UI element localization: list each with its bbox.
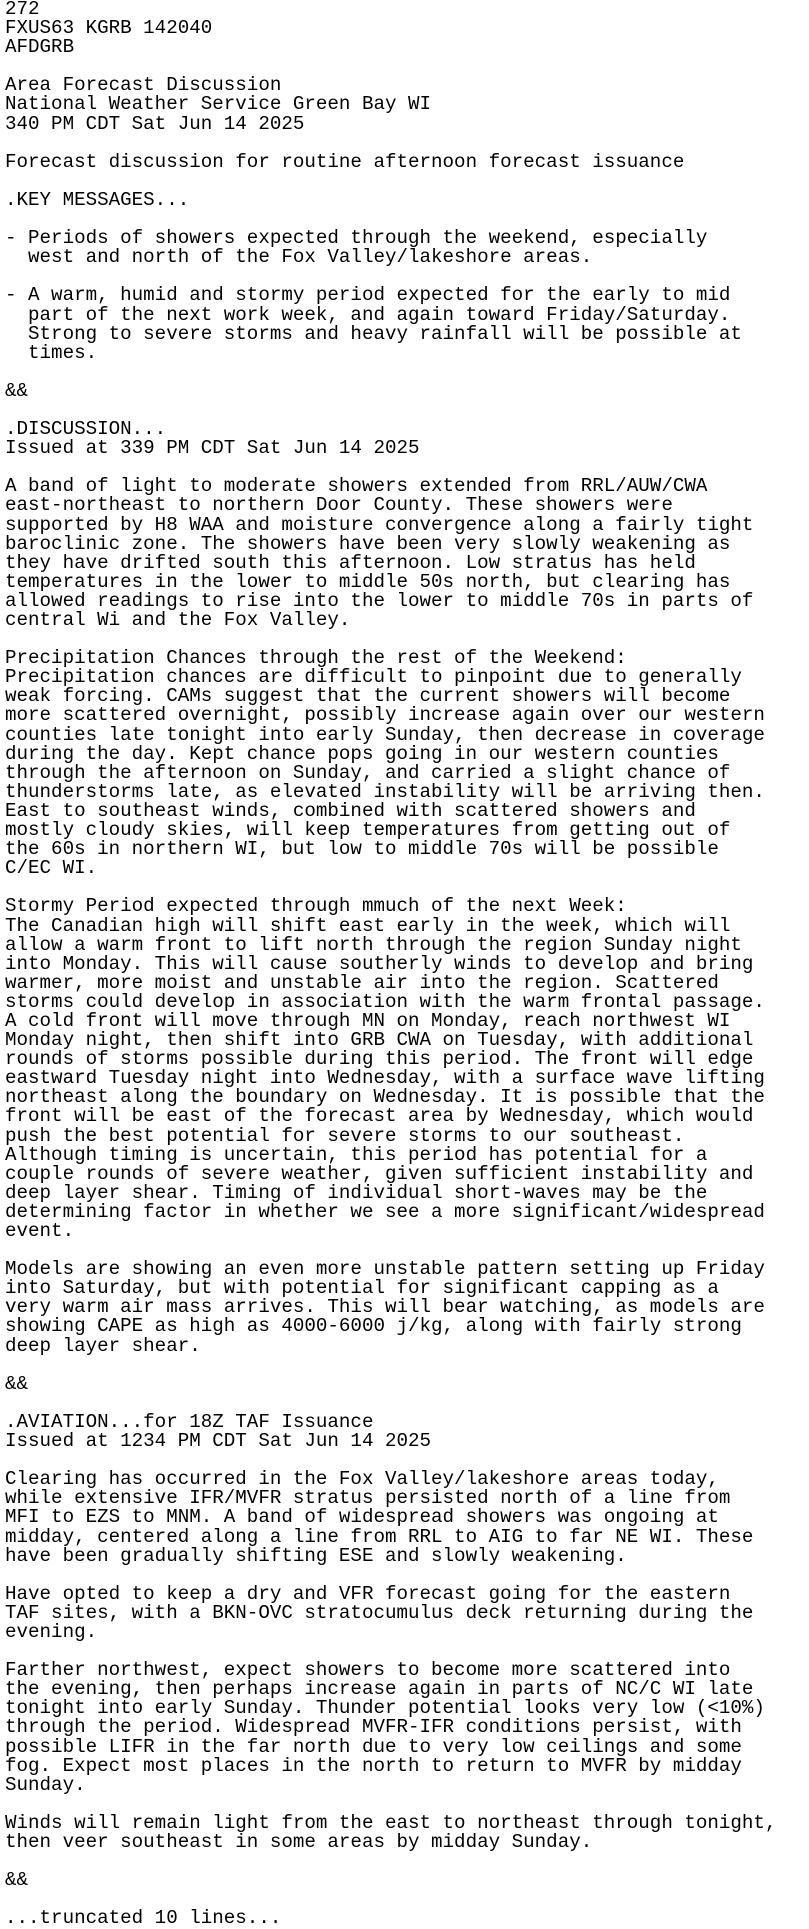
text-line: A cold front will move through MN on Monday, reach northwest WI xyxy=(5,1009,731,1032)
text-line: Although timing is uncertain, this period has potential for a xyxy=(5,1143,708,1166)
text-line: eastward Tuesday night into Wednesday, with a surface wave lifting xyxy=(5,1067,765,1090)
text-line: Strong to severe storms and heavy rainfall will be possible at xyxy=(5,322,742,345)
text-line xyxy=(5,134,809,153)
text-line: Have opted to keep a dry and VFR forecast going for the eastern xyxy=(5,1582,731,1605)
text-line: west and north of the Fox Valley/lakeshore areas. xyxy=(5,246,593,269)
text-line: storms could develop in association with the warm frontal passage. xyxy=(5,990,765,1013)
text-line: Models are showing an even more unstable pattern setting up Friday xyxy=(5,1258,765,1281)
text-line: more scattered overnight, possibly increase again over our western xyxy=(5,704,765,727)
text-line: Farther northwest, expect showers to become more scattered into xyxy=(5,1659,731,1682)
text-line xyxy=(5,1852,809,1871)
text-line: The Canadian high will shift east early in the week, which will xyxy=(5,914,731,937)
text-line: part of the next work week, and again toward Friday/Saturday. xyxy=(5,303,731,326)
text-line: National Weather Service Green Bay WI xyxy=(5,93,432,116)
text-line: - A warm, humid and stormy period expected for the early to mid xyxy=(5,284,731,307)
text-line: TAF sites, with a BKN-OVC stratocumulus deck returning during the xyxy=(5,1601,754,1624)
text-line: have been gradually shifting ESE and slowly weakening. xyxy=(5,1544,627,1567)
text-line: Precipitation chances are difficult to pinpoint due to generally xyxy=(5,666,742,689)
text-line: Clearing has occurred in the Fox Valley/lakeshore areas today, xyxy=(5,1468,719,1491)
text-line: .AVIATION...for 18Z TAF Issuance xyxy=(5,1410,374,1433)
text-line: event. xyxy=(5,1220,75,1242)
text-line: Forecast discussion for routine afternoon forecast issuance xyxy=(5,150,685,173)
text-line: push the best potential for severe storms to our southeast. xyxy=(5,1124,685,1147)
text-line: evening. xyxy=(5,1620,98,1643)
text-line xyxy=(5,363,809,382)
text-line: && xyxy=(5,1372,29,1395)
text-line: weak forcing. CAMs suggest that the current showers will become xyxy=(5,685,731,708)
text-line: the evening, then perhaps increase again in parts of NC/C WI late xyxy=(5,1678,754,1701)
text-line: Sunday. xyxy=(5,1773,86,1796)
text-line: Stormy Period expected through mmuch of the next Week: xyxy=(5,895,627,918)
text-line: east-northeast to northern Door County. These showers were xyxy=(5,494,673,517)
text-line: tonight into early Sunday. Thunder potential looks very low (<10%) xyxy=(5,1697,765,1720)
text-line: rounds of storms possible during this period. The front will edge xyxy=(5,1048,754,1071)
text-line: midday, centered along a line from RRL to AIG to far NE WI. These xyxy=(5,1525,754,1548)
text-line: .DISCUSSION... xyxy=(5,418,167,441)
text-line: Monday night, then shift into GRB CWA on Tuesday, with additional xyxy=(5,1029,754,1052)
text-line: thunderstorms late, as elevated instability will be arriving then. xyxy=(5,780,765,803)
text-line: couple rounds of severe weather, given sufficient instability and xyxy=(5,1162,754,1185)
text-line: front will be east of the forecast area by Wednesday, which would xyxy=(5,1105,754,1128)
text-line: AFDGRB xyxy=(5,36,75,59)
text-line: allow a warm front to lift north through the region Sunday night xyxy=(5,933,742,956)
text-line: through the period. Widespread MVFR-IFR conditions persist, with xyxy=(5,1716,742,1739)
text-line: very warm air mass arrives. This will bear watching, as models are xyxy=(5,1296,765,1319)
text-line: A band of light to moderate showers extended from RRL/AUW/CWA xyxy=(5,475,708,498)
text-line: East to southeast winds, combined with scattered showers and xyxy=(5,799,696,822)
text-line: northeast along the boundary on Wednesday. It is possible that the xyxy=(5,1086,765,1109)
text-line: into Saturday, but with potential for significant capping as a xyxy=(5,1277,719,1300)
text-line: .KEY MESSAGES... xyxy=(5,188,190,211)
text-line: possible LIFR in the far north due to very low ceilings and some xyxy=(5,1735,742,1758)
text-line: Issued at 1234 PM CDT Sat Jun 14 2025 xyxy=(5,1430,432,1453)
text-line: Issued at 339 PM CDT Sat Jun 14 2025 xyxy=(5,437,420,460)
text-line: determining factor in whether we see a more significant/widespread xyxy=(5,1200,765,1223)
text-line: deep layer shear. Timing of individual short-waves may be the xyxy=(5,1181,708,1204)
text-line: allowed readings to rise into the lower to middle 70s in parts of xyxy=(5,589,754,612)
text-line: Precipitation Chances through the rest of the Weekend: xyxy=(5,647,627,670)
text-line: 340 PM CDT Sat Jun 14 2025 xyxy=(5,112,305,135)
text-line: - Periods of showers expected through the weekend, especially xyxy=(5,227,708,250)
text-line: fog. Expect most places in the north to return to MVFR by midday xyxy=(5,1754,742,1777)
text-line: times. xyxy=(5,341,98,364)
text-line: counties late tonight into early Sunday, then decrease in coverage xyxy=(5,723,765,746)
text-line: C/EC WI. xyxy=(5,857,98,880)
text-line: mostly cloudy skies, will keep temperatures from getting out of xyxy=(5,819,731,842)
text-line: 272 xyxy=(5,0,40,20)
text-line: && xyxy=(5,379,29,402)
text-line: during the day. Kept chance pops going in our western counties xyxy=(5,742,719,765)
text-line: warmer, more moist and unstable air into the region. Scattered xyxy=(5,971,719,994)
text-line: then veer southeast in some areas by midday Sunday. xyxy=(5,1831,593,1853)
text-line: MFI to EZS to MNM. A band of widespread showers was ongoing at xyxy=(5,1506,719,1529)
text-line: baroclinic zone. The showers have been very slowly weakening as xyxy=(5,532,731,555)
text-line: into Monday. This will cause southerly winds to develop and bring xyxy=(5,952,754,975)
text-line: while extensive IFR/MVFR stratus persisted north of a line from xyxy=(5,1487,731,1510)
text-line: Winds will remain light from the east to northeast through tonight, xyxy=(5,1811,777,1834)
text-line: through the afternoon on Sunday, and carried a slight chance of xyxy=(5,761,731,784)
text-line: temperatures in the lower to middle 50s north, but clearing has xyxy=(5,570,731,593)
text-line xyxy=(5,1566,809,1585)
text-line xyxy=(5,1356,809,1375)
text-line: they have drifted south this afternoon. Low stratus has held xyxy=(5,551,696,574)
text-line: the 60s in northern WI, but low to middle 70s will be possible xyxy=(5,838,719,861)
text-line: FXUS63 KGRB 142040 xyxy=(5,17,213,40)
text-line: Area Forecast Discussion xyxy=(5,74,282,97)
text-line: ...truncated 10 lines... xyxy=(5,1907,282,1929)
text-line: central Wi and the Fox Valley. xyxy=(5,609,351,631)
text-line: supported by H8 WAA and moisture convergence along a fairly tight xyxy=(5,513,754,536)
text-line: deep layer shear. xyxy=(5,1334,201,1357)
text-line: && xyxy=(5,1869,29,1892)
text-line: showing CAPE as high as 4000-6000 j/kg, along with fairly strong xyxy=(5,1315,742,1338)
